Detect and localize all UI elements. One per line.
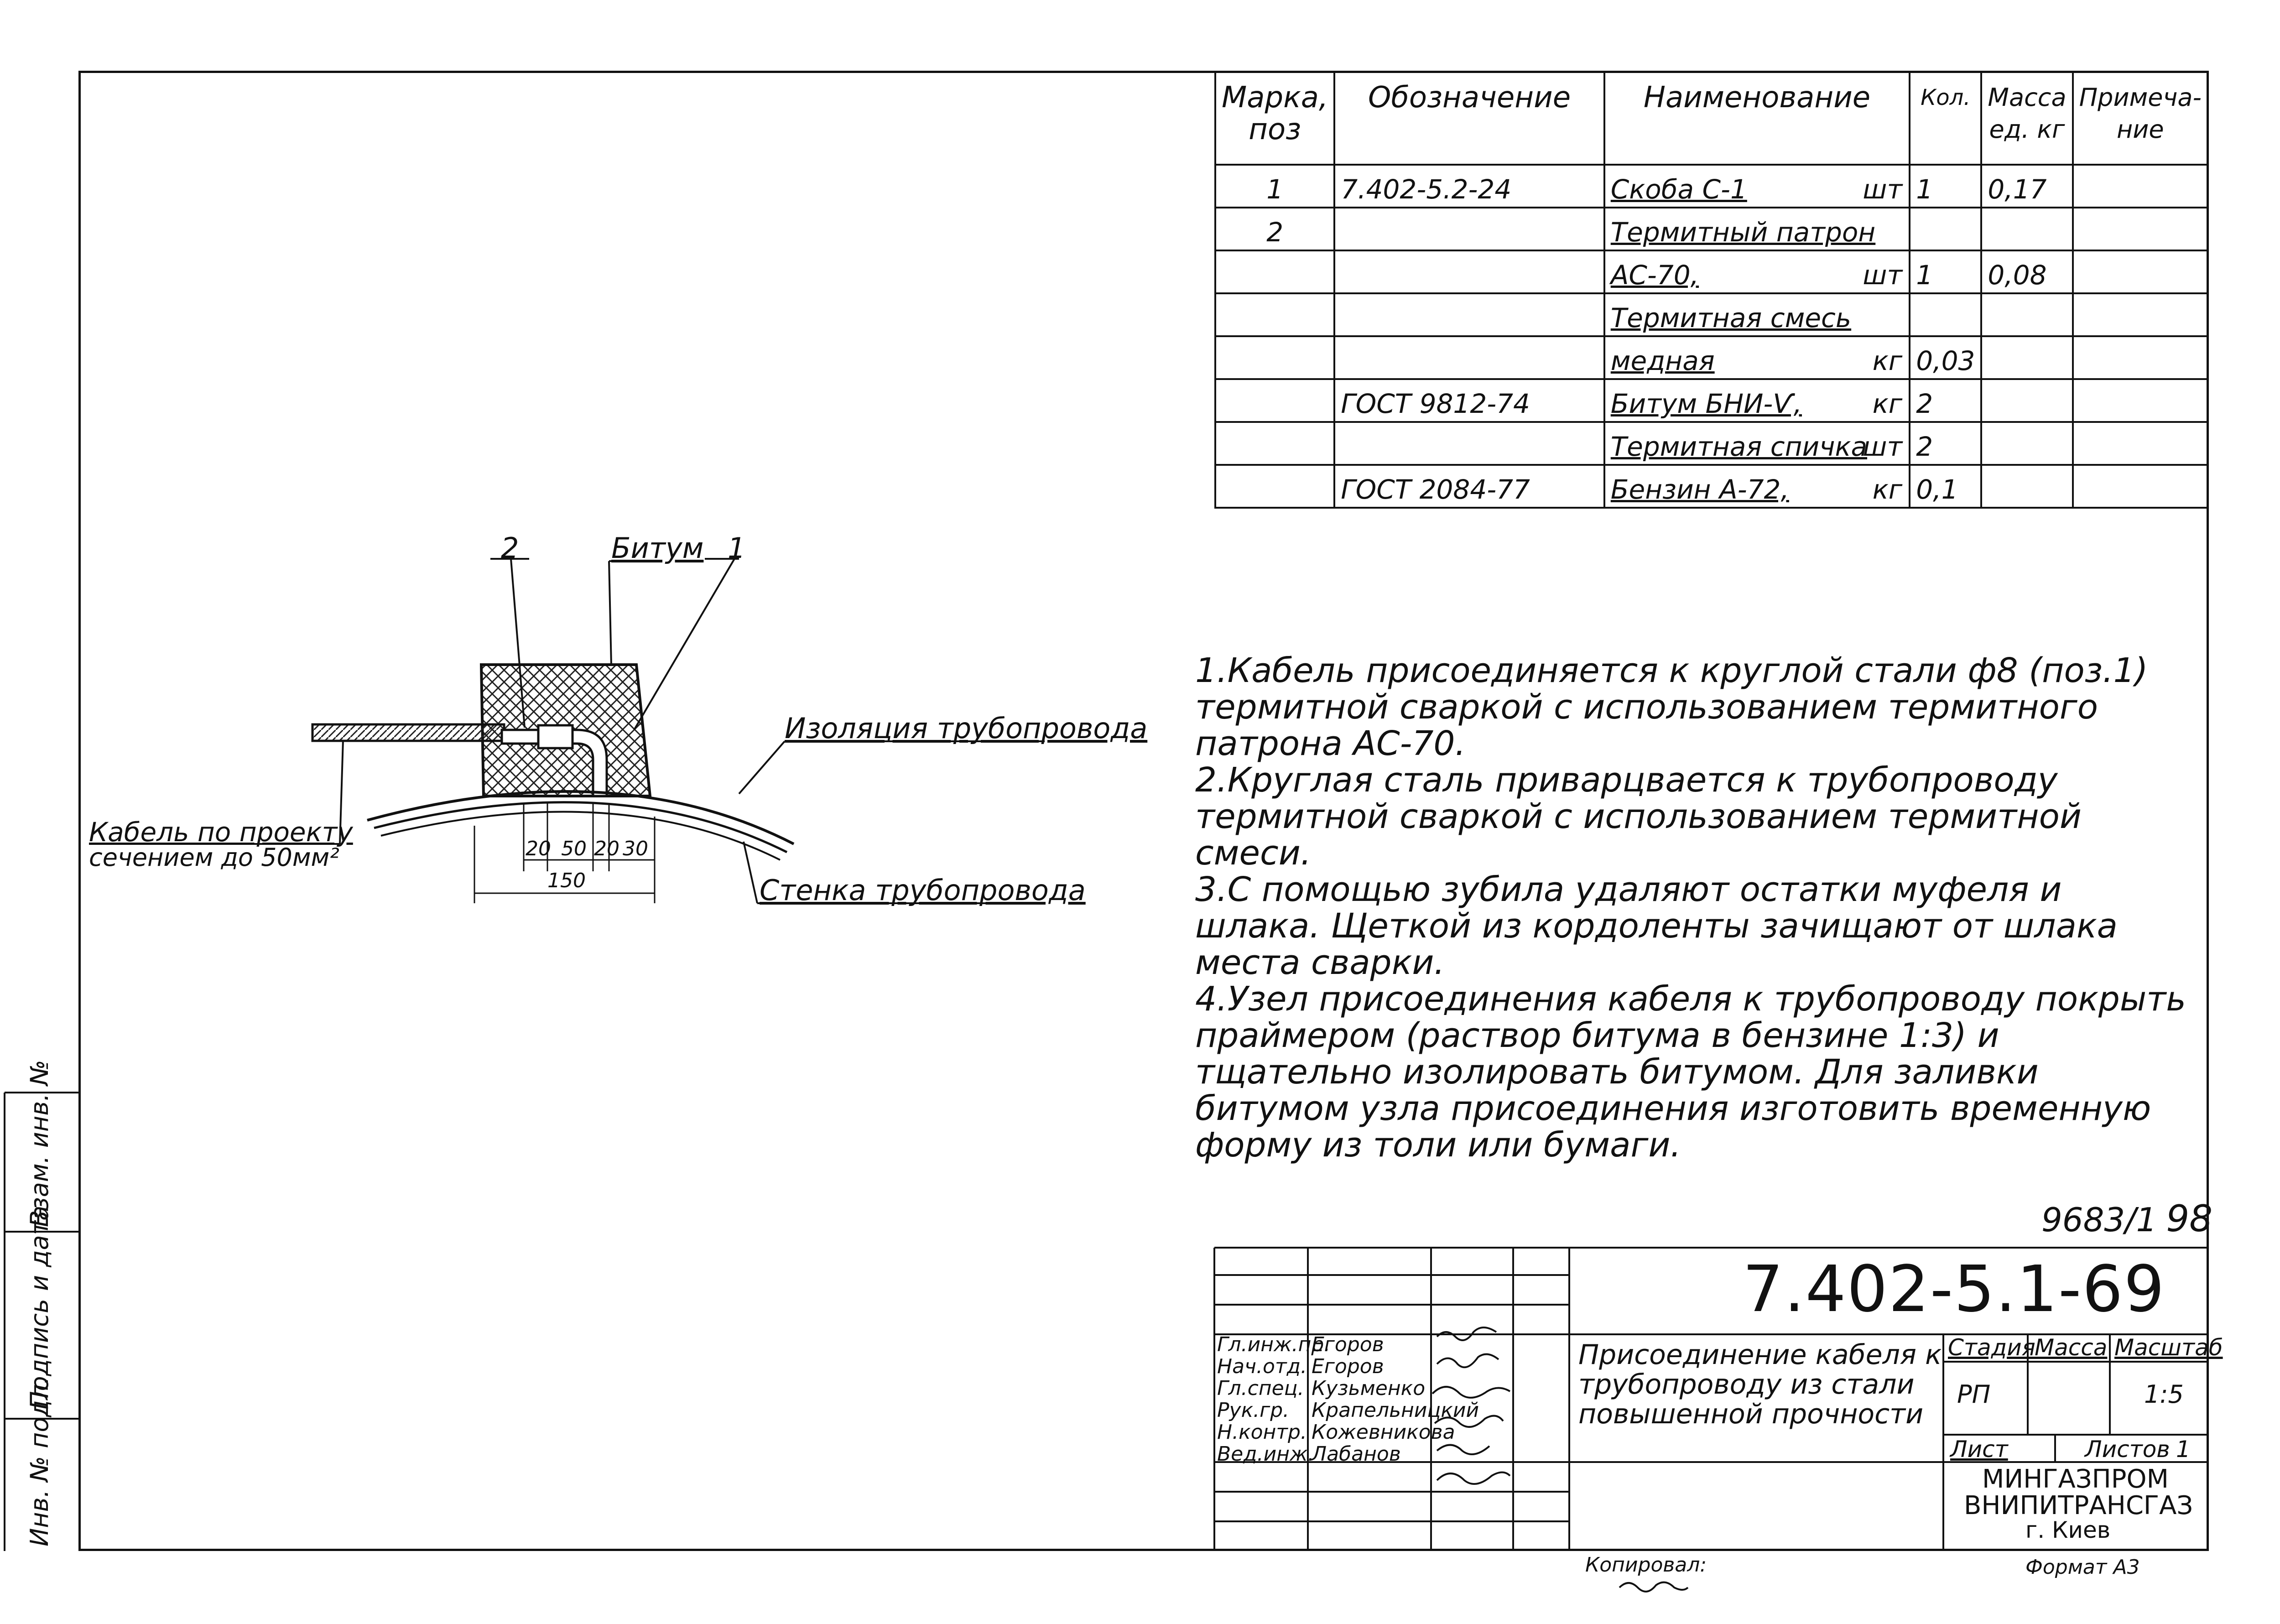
header-note: Примеча- ние xyxy=(2073,72,2208,165)
title-line-3: повышенной прочности xyxy=(1578,1398,1924,1430)
header-pos: Марка, поз xyxy=(1215,72,1334,165)
spec-name-text: медная xyxy=(1610,345,1715,376)
spec-unit: кг xyxy=(1872,474,1903,505)
page-number: 98 xyxy=(2166,1197,2213,1240)
header-qty: Кол. xyxy=(1910,72,1981,165)
label-pos2: 2 xyxy=(501,531,519,565)
spec-name-text: Бензин А-72, xyxy=(1610,474,1789,505)
mass-label: Масса xyxy=(2035,1334,2108,1361)
thermite-cartridge xyxy=(538,725,573,748)
spec-name-text: Битум БНИ-Ѵ, xyxy=(1610,388,1802,419)
footer-copied: Копировал: xyxy=(1585,1553,1707,1577)
spec-qty: 1 xyxy=(1910,165,1981,208)
header-mass: Масса ед. кг xyxy=(1981,72,2072,165)
label-pipe-wall: Стенка трубопровода xyxy=(760,874,1086,907)
footer-format: Формат А3 xyxy=(2025,1556,2140,1579)
org-line-3: г. Киев xyxy=(2025,1517,2111,1543)
spec-qty: 2 xyxy=(1910,422,1981,465)
note-4: 4.Узел присоединения кабеля к трубопроводу покрыть праймером (раствор битума в бензине 1:3) и тщательно изолировать битумом. Для заливки битумом узла присоединения изготовить временную форму из толи или бумаги. xyxy=(1195,979,2186,1165)
spec-qty: 2 xyxy=(1910,379,1981,422)
spec-designation: ГОСТ 9812-74 xyxy=(1334,379,1604,422)
label-insulation: Изоляция трубопровода xyxy=(785,712,1148,745)
signer-role: Н.контр. xyxy=(1217,1421,1307,1444)
spec-name-text: АС-70, xyxy=(1610,260,1699,291)
dim-20a: 20 xyxy=(526,837,551,860)
signer-role: Нач.отд. xyxy=(1217,1355,1307,1378)
note-2: 2.Круглая сталь приварцвается к трубопроводу термитной сваркой с использованием термитной смеси. xyxy=(1195,760,2082,873)
label-pos1: 1 xyxy=(728,531,746,565)
signer-name: Егоров xyxy=(1312,1333,1384,1356)
signer-name: Крапельницкий xyxy=(1312,1399,1479,1422)
signer-role: Вед.инж. xyxy=(1217,1442,1314,1466)
dim-50: 50 xyxy=(561,837,587,860)
spec-name-text: Термитный патрон xyxy=(1610,217,1876,248)
cable xyxy=(312,724,504,741)
sidebar-sign-date: Подпись и дата xyxy=(25,1205,54,1410)
note-3: 3.С помощью зубила удаляют остатки муфеля и шлака. Щеткой из кордоленты зачищают от шлака места сварки. xyxy=(1195,870,2118,982)
dim-150: 150 xyxy=(547,869,586,892)
sheet-number-block xyxy=(2041,1197,2212,1240)
sheet-label: Лист xyxy=(1950,1436,2008,1463)
dim-30: 30 xyxy=(623,837,648,860)
org-line-1: МИНГАЗПРОМ xyxy=(1982,1464,2169,1494)
spec-mass: 0,08 xyxy=(1981,250,2072,293)
signer-name: Кузьменко xyxy=(1312,1377,1426,1400)
spec-unit: шт xyxy=(1863,174,1903,205)
note-1: 1.Кабель присоединяется к круглой стали ф8 (поз.1) термитной сваркой с использованием термитного патрона АС-70. xyxy=(1195,651,2148,763)
scale-label: Масштаб xyxy=(2114,1334,2223,1361)
spec-unit: кг xyxy=(1872,388,1903,419)
signer-name: Кожевникова xyxy=(1312,1421,1455,1444)
spec-name-text: Термитная спичка xyxy=(1610,431,1868,462)
stage-label: Стадия xyxy=(1948,1334,2035,1361)
signer-role: Гл.инж.пр. xyxy=(1217,1333,1331,1356)
org-line-2: ВНИПИТРАНСГАЗ xyxy=(1964,1491,2193,1520)
sheets-value: 1 xyxy=(2176,1436,2191,1463)
title-line-1: Присоединение кабеля к xyxy=(1578,1339,1942,1371)
signer-role: Рук.гр. xyxy=(1217,1399,1290,1422)
notes xyxy=(1195,652,2190,1163)
spec-designation: ГОСТ 2084-77 xyxy=(1334,465,1604,508)
sidebar-inv-original: Инв. № подл. xyxy=(25,1376,54,1546)
spec-qty: 0,03 xyxy=(1910,336,1981,379)
title-line-2: трубопроводу из стали xyxy=(1578,1369,1915,1400)
signer-name: Егоров xyxy=(1312,1355,1384,1378)
signer-name: Лабанов xyxy=(1312,1442,1401,1466)
stage-value: РП xyxy=(1957,1380,1991,1409)
dim-20b: 20 xyxy=(594,837,619,860)
sheets-label: Листов xyxy=(2085,1436,2170,1463)
header-designation: Обозначение xyxy=(1334,72,1604,165)
sheet-number: 9683/1 xyxy=(2041,1201,2157,1239)
spec-mass: 0,17 xyxy=(1981,165,2072,208)
spec-name-text: Скоба С-1 xyxy=(1610,174,1747,205)
spec-qty: 1 xyxy=(1910,250,1981,293)
spec-name-text: Термитная смесь xyxy=(1610,302,1852,333)
label-cable-1: Кабель по проекту xyxy=(89,817,353,848)
document-number: 7.402-5.1-69 xyxy=(1743,1252,2165,1327)
spec-unit: шт xyxy=(1863,260,1903,291)
spec-qty: 0,1 xyxy=(1910,465,1981,508)
spec-pos: 1 xyxy=(1215,165,1334,208)
header-name: Наименование xyxy=(1604,72,1910,165)
sidebar-inv-replacement: Взам. инв. № xyxy=(25,1060,54,1227)
spec-unit: шт xyxy=(1863,431,1903,462)
spec-pos: 2 xyxy=(1215,208,1334,250)
signer-role: Гл.спец. xyxy=(1217,1377,1304,1400)
spec-unit: кг xyxy=(1872,345,1903,376)
scale-value: 1:5 xyxy=(2144,1380,2184,1409)
spec-designation: 7.402-5.2-24 xyxy=(1334,165,1604,208)
label-cable-2: сечением до 50мм² xyxy=(89,843,339,872)
label-bitumen: Битум xyxy=(611,531,704,565)
pipe-insulation xyxy=(367,791,794,844)
